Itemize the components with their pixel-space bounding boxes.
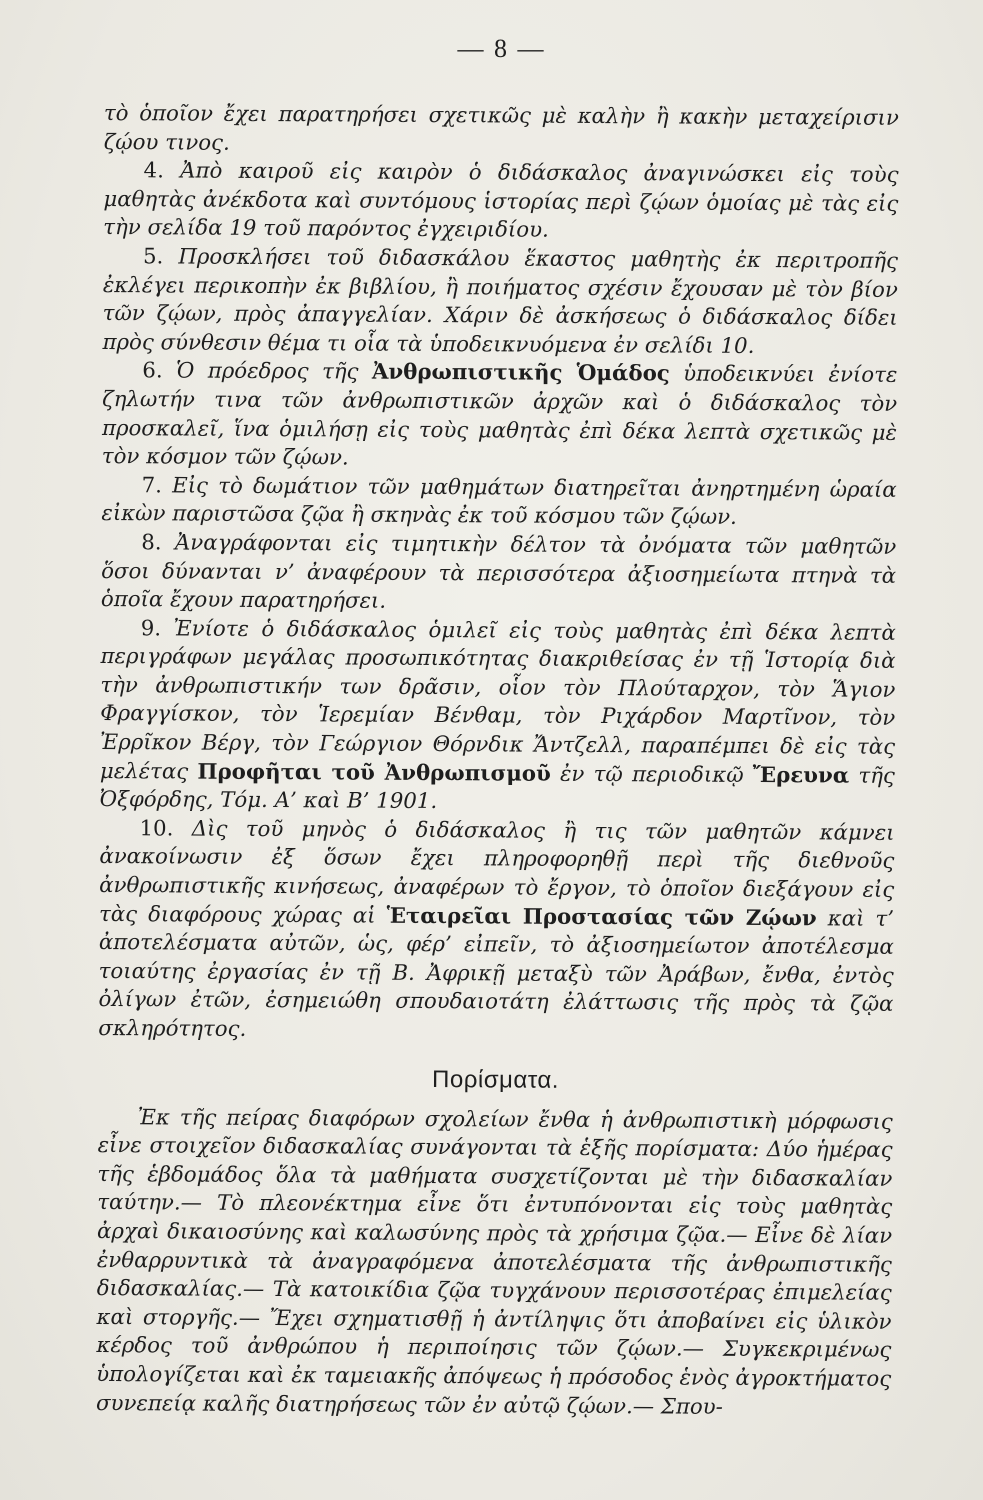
paragraph-number: 5.: [142, 244, 164, 270]
paragraph-number: 10.: [139, 816, 174, 842]
paragraph-text: Δὶς τοῦ μηνὸς ὁ διδάσκαλος ἢ τις τῶν μαθητῶν κάμνει ἀνακοίνωσιν ἐξ ὅσων ἔχει πληροφορηθῇ περὶ τῆς διεθνοῦς ἀνθρωπιστικῆς κινήσεως, ἀναφέρων τὸ ἔργον, τὸ ὁποῖον διεξάγουν εἰς τὰς διαφόρους χώρας αἱ: [98, 816, 895, 929]
paragraph-8: [101, 529, 897, 620]
paragraph-number: 9.: [140, 615, 162, 642]
paragraph-text: ὑποδεικνύει ἐνίοτε ζηλωτήν τινα τῶν ἀνθρωπιστικῶν ἀρχῶν καὶ ὁ διδάσκαλος τὸν προσκαλεῖ, ἵνα ὁμιλήσῃ εἰς τοὺς μαθητὰς ἐπὶ δέκα λεπτὰ σχετικῶς μὲ τὸν κόσμον τῶν ζῴων.: [101, 361, 898, 471]
paragraph-5: [102, 243, 898, 362]
paragraph-text: Ἀπὸ καιροῦ εἰς καιρὸν ὁ διδάσκαλος ἀναγινώσκει εἰς τοὺς μαθητὰς ἀνέκδοτα καὶ συντόμους ἱστορίας περὶ ζῴων ὁμοίας μὲ τὰς εἰς τὴν σελίδα 19 τοῦ παρόντος ἐγχειριδίου.: [103, 158, 899, 244]
paragraph-number: 4.: [143, 158, 164, 184]
paragraph-10: [98, 815, 894, 1049]
conclusion-paragraph: [96, 1104, 893, 1423]
paragraph-text: τὸ ὁποῖον ἔχει παρατηρήσει σχετικῶς μὲ καλὴν ἢ κακὴν μεταχείρισιν ζῴου τινος.: [103, 100, 899, 156]
paragraph-text: Εἰς τὸ δωμάτιον τῶν μαθημάτων διατηρεῖται ἀνηρτημένη ὡραία εἰκὼν παριστῶσα ζῷα ἢ σκηνὰς ἐκ τοῦ κόσμου τῶν ζῴων.: [101, 473, 897, 531]
bold-title-prophets: Προφῆται τοῦ Ἀνθρωπισμοῦ: [197, 759, 551, 787]
paragraph-text: τῆς Ὀξφόρδης, Τόμ. Α’ καὶ Β’ 1901.: [99, 763, 895, 815]
paragraph-4: [103, 157, 899, 248]
paragraph-text: Ἀναγράφονται εἰς τιμητικὴν δέλτον τὰ ὀνόματα τῶν μαθητῶν ὅσοι δύνανται ν’ ἀναφέρουν τὰ περισσότερα ἀξιοσημείωτα πτηνὰ τὰ ὁποῖα ἔχουν παρατηρήσει.: [100, 530, 897, 614]
body-text: [96, 100, 899, 1423]
section-heading: Πορίσματα.: [432, 1065, 560, 1094]
bold-title-journal: Ἔρευνα: [752, 762, 850, 789]
page-number: — 8 —: [457, 34, 546, 63]
paragraph-number: 6.: [142, 358, 163, 384]
bold-title-societies: Ἑταιρεῖαι Προστασίας τῶν Ζῴων: [386, 903, 817, 931]
paragraph-number: 8.: [141, 530, 162, 556]
paragraph-9: [100, 615, 896, 820]
paragraph-text: Ἐκ τῆς πείρας διαφόρων σχολείων ἔνθα ἡ ἀνθρωπιστικὴ μόρφωσις εἶνε στοιχεῖον διδασκαλίας συνάγονται τὰ ἑξῆς πορίσματα: Δύο ἡμέρας τῆς ἑβδομάδος ὅλα τὰ μαθήματα συσχετίζονται μὲ τὴν διδασκαλίαν ταύτην.— Τὸ πλεονέκτημα εἶνε ὅτι ἐντυπόνονται εἰς τοὺς μαθητὰς ἀρχαὶ δικαιοσύνης καὶ καλωσύνης πρὸς τὰ χρήσιμα ζῷα.— Εἶνε δὲ λίαν ἐνθαρρυντικὰ τὰ ἀναγραφόμενα ἀποτελέσματα τῆς ἀνθρωπιστικῆς διδασκαλίας.— Τὰ κατοικίδια ζῷα τυγχάνουν περισσοτέρας ἐπιμελείας καὶ στοργῆς.— Ἔχει σχηματισθῇ ἡ ἀντίληψις ὅτι ἀποβαίνει εἰς ὑλικὸν κέρδος τοῦ ἀνθρώπου ἡ περιποίησις τῶν ζῴων.— Συγκεκριμένως ὑπολογίζεται καὶ ἐκ ταμειακῆς ἀπόψεως ἡ πρόσοδος ἑνὸς ἀγροκτήματος συνεπείᾳ καλῆς διατηρήσεως τῶν ἐν αὐτῷ ζῴων.— Σπου-: [95, 1104, 893, 1420]
paragraph-7: [101, 472, 896, 534]
paragraph-text: Ἐνίοτε ὁ διδάσκαλος ὁμιλεῖ εἰς τοὺς μαθητὰς ἐπὶ δέκα λεπτὰ περιγράφων μεγάλας προσωπικότητας διακριθείσας ἐν τῇ Ἱστορίᾳ διὰ τὴν ἀνθρωπιστικήν των δρᾶσιν, οἷον τὸν Πλούταρχον, τὸν Ἅγιον Φραγγίσκον, τὸν Ἱερεμίαν Βένθαμ, τὸν Ριχάρδον Μαρτῖνον, τὸν Ἐρρῖκον Βέργ, τὸν Γεώργιον Θόρνδικ Ἄντζελλ, παραπέμπει δὲ εἰς τὰς μελέτας: [99, 616, 896, 785]
bold-title-humanist-group: Ἀνθρωπιστικῆς Ὁμάδος: [371, 359, 670, 387]
paragraph-6: [102, 357, 898, 476]
paragraph-text: Ὁ πρόεδρος τῆς: [176, 358, 359, 385]
paragraph-continuation: [104, 100, 899, 162]
paragraph-number: 7.: [141, 472, 163, 499]
paragraph-text: Προσκλήσει τοῦ διδασκάλου ἕκαστος μαθητὴς ἐκ περιτροπῆς ἐκλέγει περικοπὴν ἐκ βιβλίου, ἢ ποιήματος σχέσιν ἔχουσαν μὲ τὸν βίον τῶν ζῴων, πρὸς ἀπαγγελίαν. Χάριν δὲ ἀσκήσεως ὁ διδάσκαλος δίδει πρὸς σύνθεσιν θέμα τι οἷα τὰ ὑποδεικνυόμενα ἐν σελίδι 10.: [102, 244, 899, 359]
paragraph-text: καὶ τ’ ἀποτελέσματα αὐτῶν, ὡς, φέρ’ εἰπεῖν, τὸ ἀξιοσημείωτον ἀποτέλεσμα τοιαύτης ἐργασίας ἐν τῇ Β. Ἀφρικῇ μεταξὺ τῶν Ἀράβων, ἔνθα, ἐντὸς ὀλίγων ἐτῶν, ἐσημειώθη σπουδαιοτάτη ἐλάττωσις τῆς πρὸς τὰ ζῷα σκληρότητος.: [98, 906, 895, 1042]
paragraph-text: ἐν τῷ περιοδικῷ: [559, 761, 744, 788]
